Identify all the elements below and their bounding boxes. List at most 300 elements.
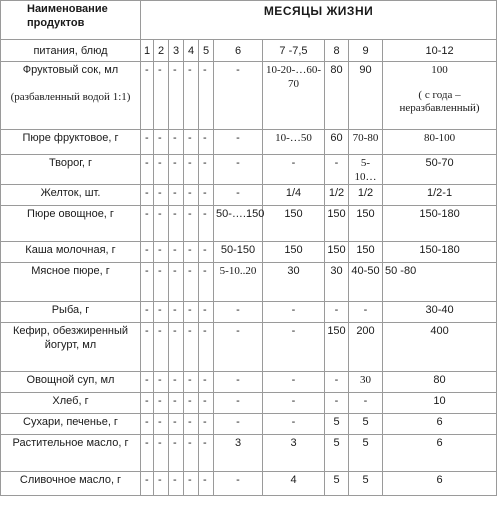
value-text: - (173, 244, 177, 256)
month-cell: 10-12 (383, 40, 497, 62)
value-cell (184, 435, 199, 472)
value-cell (199, 206, 214, 242)
table-row (1, 155, 497, 185)
value-text: 400 (430, 325, 449, 337)
table-row (1, 372, 497, 393)
value-text: - (173, 325, 177, 337)
product-name-label: Кефир, обезжиренный йогурт, мл (12, 325, 129, 351)
table-row (1, 185, 497, 206)
value-cell (349, 393, 383, 414)
value-cell (141, 185, 154, 206)
month-cell: 2 (154, 40, 169, 62)
table-row (1, 323, 497, 372)
product-name (1, 185, 141, 206)
value-text: - (188, 244, 192, 256)
value-cell (169, 206, 184, 242)
value-text: - (363, 395, 368, 407)
value-cell (199, 62, 214, 130)
value-text: - (236, 304, 240, 316)
value-cell (154, 472, 169, 496)
value-text: 5 (333, 437, 340, 449)
value-cell (214, 242, 263, 263)
value-cell (263, 414, 325, 435)
months-header: МЕСЯЦЫ ЖИЗНИ (141, 1, 497, 40)
value-note: ( с года – неразбавленный) (399, 89, 480, 114)
value-cell (349, 435, 383, 472)
value-cell (214, 472, 263, 496)
value-text: 150 (284, 244, 303, 256)
month-cell: 7 -7,5 (263, 40, 325, 62)
value-text: 30 (360, 374, 371, 386)
table-row (1, 435, 497, 472)
value-text: - (145, 374, 149, 386)
value-text: - (188, 208, 192, 220)
value-cell (383, 62, 497, 130)
table-row (1, 62, 497, 130)
value-text: 200 (356, 325, 375, 337)
value-text: 150 (327, 325, 346, 337)
value-cell (184, 185, 199, 206)
value-cell (263, 435, 325, 472)
value-cell (325, 242, 349, 263)
value-text: - (158, 187, 162, 199)
value-text: 5 (362, 474, 369, 486)
value-cell (154, 323, 169, 372)
value-text: - (291, 374, 296, 386)
product-name (1, 435, 141, 472)
value-cell (141, 155, 154, 185)
value-text: - (203, 208, 207, 220)
value-text: 3 (234, 437, 242, 449)
value-cell (214, 185, 263, 206)
value-cell (141, 62, 154, 130)
value-cell (263, 372, 325, 393)
value-text: 80 (330, 64, 343, 76)
value-cell (325, 206, 349, 242)
value-text: - (203, 304, 207, 316)
value-text: - (173, 265, 177, 277)
value-text: - (173, 395, 177, 407)
value-cell (349, 472, 383, 496)
value-text: - (291, 416, 296, 428)
value-cell (214, 62, 263, 130)
value-text: 5 (333, 474, 340, 486)
value-cell (263, 393, 325, 414)
product-name-label: Фруктовый сок, мл (22, 64, 119, 76)
value-cell (154, 130, 169, 155)
value-text: - (145, 395, 149, 407)
value-text: - (236, 374, 240, 386)
value-text: - (203, 265, 207, 277)
value-text: - (158, 374, 162, 386)
value-text: - (158, 437, 162, 449)
value-cell (325, 323, 349, 372)
value-text: - (188, 304, 192, 316)
value-text: - (158, 304, 162, 316)
value-cell (169, 62, 184, 130)
value-cell (141, 414, 154, 435)
value-text: 5-10..20 (219, 265, 257, 277)
table-row (1, 130, 497, 155)
value-cell (349, 414, 383, 435)
value-cell (263, 263, 325, 302)
value-text: - (173, 374, 177, 386)
value-cell (154, 62, 169, 130)
table-row (1, 242, 497, 263)
value-text: 60 (330, 132, 343, 144)
value-text: - (158, 474, 162, 486)
value-cell (383, 263, 497, 302)
value-cell (199, 393, 214, 414)
value-text: - (236, 187, 240, 199)
value-text: 5-10… (354, 157, 377, 183)
value-cell (383, 185, 497, 206)
value-text: 40-50 (351, 265, 380, 277)
value-text: 150 (327, 244, 346, 256)
value-cell (199, 185, 214, 206)
value-text: - (188, 437, 192, 449)
value-cell (325, 263, 349, 302)
value-cell (325, 155, 349, 185)
value-cell (154, 242, 169, 263)
product-name-label: Пюре фруктовое, г (22, 132, 119, 144)
value-text: - (145, 157, 149, 169)
value-text: - (158, 265, 162, 277)
value-text: 1/2 (328, 187, 345, 199)
value-cell (184, 263, 199, 302)
value-text: - (203, 325, 207, 337)
value-cell (383, 472, 497, 496)
value-text: - (236, 474, 240, 486)
value-cell (141, 130, 154, 155)
value-text: - (145, 474, 149, 486)
value-cell (263, 472, 325, 496)
value-text: - (188, 187, 192, 199)
table-row (1, 263, 497, 302)
value-text: - (203, 64, 207, 76)
value-cell (184, 414, 199, 435)
value-text: 150 (356, 208, 375, 220)
value-cell (141, 323, 154, 372)
value-text: 10-20-…60-70 (266, 64, 321, 90)
value-cell (214, 263, 263, 302)
row-label-header: питания, блюд (1, 40, 141, 62)
value-cell (214, 435, 263, 472)
value-text: - (145, 304, 149, 316)
value-cell (263, 155, 325, 185)
value-text: - (188, 157, 192, 169)
value-cell (325, 472, 349, 496)
value-cell (154, 302, 169, 323)
value-text: - (203, 437, 207, 449)
header-row (1, 1, 497, 40)
value-text: 1/2 (357, 187, 374, 199)
value-cell (214, 302, 263, 323)
value-cell (263, 185, 325, 206)
value-text: 6 (436, 474, 443, 486)
value-text: - (334, 304, 339, 316)
product-name (1, 372, 141, 393)
value-cell (383, 302, 497, 323)
value-cell (154, 435, 169, 472)
value-text: - (145, 132, 149, 144)
value-cell (325, 62, 349, 130)
value-text: - (158, 157, 162, 169)
value-text: - (291, 395, 296, 407)
month-cell: 8 (325, 40, 349, 62)
value-text: - (203, 374, 207, 386)
product-name-label: Растительное масло, г (12, 437, 129, 449)
value-cell (199, 323, 214, 372)
value-cell (184, 206, 199, 242)
value-text: - (203, 244, 207, 256)
value-cell (169, 242, 184, 263)
value-text: - (173, 304, 177, 316)
value-text: - (188, 132, 192, 144)
products-header: Наименование продуктов (1, 1, 141, 40)
value-text: - (145, 187, 149, 199)
value-cell (184, 323, 199, 372)
product-name-label: Желток, шт. (40, 187, 101, 199)
value-cell (141, 206, 154, 242)
value-cell (349, 185, 383, 206)
product-name-label: Мясное пюре, г (31, 265, 110, 277)
value-text: 10 (433, 395, 446, 407)
value-text: - (236, 325, 240, 337)
value-cell (199, 302, 214, 323)
value-text: - (291, 157, 296, 169)
value-cell (169, 323, 184, 372)
value-text: - (188, 474, 192, 486)
value-cell (199, 242, 214, 263)
value-text: 6 (436, 437, 443, 449)
value-text: 150 (327, 208, 346, 220)
value-cell (383, 155, 497, 185)
value-text: - (145, 208, 149, 220)
value-cell (349, 155, 383, 185)
value-text: - (363, 304, 368, 316)
value-text: - (145, 437, 149, 449)
product-name (1, 302, 141, 323)
value-text: - (173, 208, 177, 220)
value-cell (263, 242, 325, 263)
value-cell (263, 62, 325, 130)
value-text: - (173, 416, 177, 428)
value-text: 80 (433, 374, 446, 386)
value-text: 70-80 (352, 132, 379, 144)
value-cell (169, 472, 184, 496)
product-name-label: Сухари, печенье, г (23, 416, 118, 428)
value-text: - (145, 64, 149, 76)
value-cell (263, 130, 325, 155)
value-text: - (188, 325, 192, 337)
value-text: 1/2-1 (426, 187, 453, 199)
value-cell (184, 302, 199, 323)
product-name (1, 62, 141, 130)
product-name-label: Овощной суп, мл (26, 374, 115, 386)
table-row (1, 302, 497, 323)
product-name-label: Сливочное масло, г (19, 474, 122, 486)
product-name (1, 206, 141, 242)
value-text: 30 (330, 265, 343, 277)
value-cell (169, 130, 184, 155)
month-cell: 1 (141, 40, 154, 62)
value-cell (349, 263, 383, 302)
value-cell (263, 206, 325, 242)
value-text: 150-180 (419, 244, 460, 256)
value-text: 3 (290, 437, 297, 449)
value-cell (141, 372, 154, 393)
value-cell (154, 414, 169, 435)
months-row (1, 40, 497, 62)
value-cell (184, 62, 199, 130)
value-cell (199, 130, 214, 155)
value-text: 50-70 (425, 157, 454, 169)
product-name-label: Творог, г (48, 157, 93, 169)
value-cell (263, 323, 325, 372)
value-text: - (173, 437, 177, 449)
value-text: 5 (362, 416, 369, 428)
value-text: - (236, 395, 240, 407)
value-cell (199, 372, 214, 393)
value-text: - (203, 395, 207, 407)
value-cell (383, 372, 497, 393)
value-cell (141, 263, 154, 302)
value-text: - (158, 395, 162, 407)
value-cell (214, 414, 263, 435)
value-cell (154, 185, 169, 206)
value-text: - (158, 64, 162, 76)
value-cell (349, 130, 383, 155)
value-cell (214, 393, 263, 414)
value-cell (169, 185, 184, 206)
product-name (1, 414, 141, 435)
month-cell: 4 (184, 40, 199, 62)
product-name (1, 472, 141, 496)
value-cell (154, 393, 169, 414)
value-text: 10-…50 (275, 132, 312, 144)
product-name (1, 242, 141, 263)
table-row (1, 472, 497, 496)
value-text: - (158, 416, 162, 428)
value-cell (214, 130, 263, 155)
value-text: 1/4 (285, 187, 302, 199)
value-text: 30 (287, 265, 300, 277)
value-text: - (173, 64, 177, 76)
value-cell (141, 472, 154, 496)
value-cell (325, 185, 349, 206)
value-text: - (291, 325, 296, 337)
value-cell (349, 62, 383, 130)
value-cell (325, 372, 349, 393)
value-text: 50-….150 (216, 208, 265, 220)
value-text: - (173, 132, 177, 144)
product-name-label: Рыба, г (51, 304, 90, 316)
product-name (1, 323, 141, 372)
value-cell (349, 206, 383, 242)
value-text: - (203, 132, 207, 144)
value-cell (214, 206, 263, 242)
value-text: 30-40 (425, 304, 454, 316)
value-cell (214, 323, 263, 372)
value-text: - (145, 416, 149, 428)
value-cell (199, 435, 214, 472)
value-cell (154, 206, 169, 242)
value-text: 6 (436, 416, 443, 428)
value-text: 80-100 (423, 132, 456, 144)
month-cell: 9 (349, 40, 383, 62)
value-cell (154, 155, 169, 185)
value-text: - (158, 132, 162, 144)
value-cell (141, 302, 154, 323)
value-cell (169, 414, 184, 435)
product-note: (разбавленный водой 1:1) (10, 91, 131, 103)
value-cell (199, 263, 214, 302)
value-text: - (188, 416, 192, 428)
value-text: - (236, 132, 240, 144)
value-text: - (291, 304, 296, 316)
product-name-label: Каша молочная, г (25, 244, 116, 256)
value-cell (154, 263, 169, 302)
value-cell (383, 323, 497, 372)
value-cell (349, 242, 383, 263)
value-cell (263, 302, 325, 323)
value-text: 4 (290, 474, 297, 486)
value-text: - (145, 244, 149, 256)
value-text: 50-150 (220, 244, 256, 256)
value-cell (184, 155, 199, 185)
value-cell (141, 435, 154, 472)
value-cell (349, 372, 383, 393)
table-row (1, 414, 497, 435)
value-cell (349, 323, 383, 372)
month-cell: 3 (169, 40, 184, 62)
value-cell (383, 414, 497, 435)
product-name (1, 263, 141, 302)
product-name (1, 393, 141, 414)
value-cell (199, 155, 214, 185)
value-text: - (334, 157, 339, 169)
value-cell (383, 242, 497, 263)
value-cell (184, 393, 199, 414)
value-text: - (158, 325, 162, 337)
value-text: - (188, 265, 192, 277)
value-cell (154, 372, 169, 393)
value-text: - (173, 474, 177, 486)
table-body (1, 62, 497, 496)
value-text: - (145, 325, 149, 337)
product-name (1, 130, 141, 155)
value-cell (214, 372, 263, 393)
value-cell (383, 435, 497, 472)
table-row (1, 206, 497, 242)
value-cell (169, 302, 184, 323)
value-text: - (188, 395, 192, 407)
month-cell: 5 (199, 40, 214, 62)
value-cell (184, 242, 199, 263)
value-cell (325, 302, 349, 323)
value-cell (325, 130, 349, 155)
value-cell (184, 472, 199, 496)
value-text: 5 (362, 437, 369, 449)
value-cell (325, 435, 349, 472)
value-text: - (334, 395, 339, 407)
value-text: - (203, 474, 207, 486)
value-text: 50 -80 (385, 265, 417, 277)
value-cell (184, 130, 199, 155)
value-cell (383, 130, 497, 155)
value-text: - (334, 374, 339, 386)
